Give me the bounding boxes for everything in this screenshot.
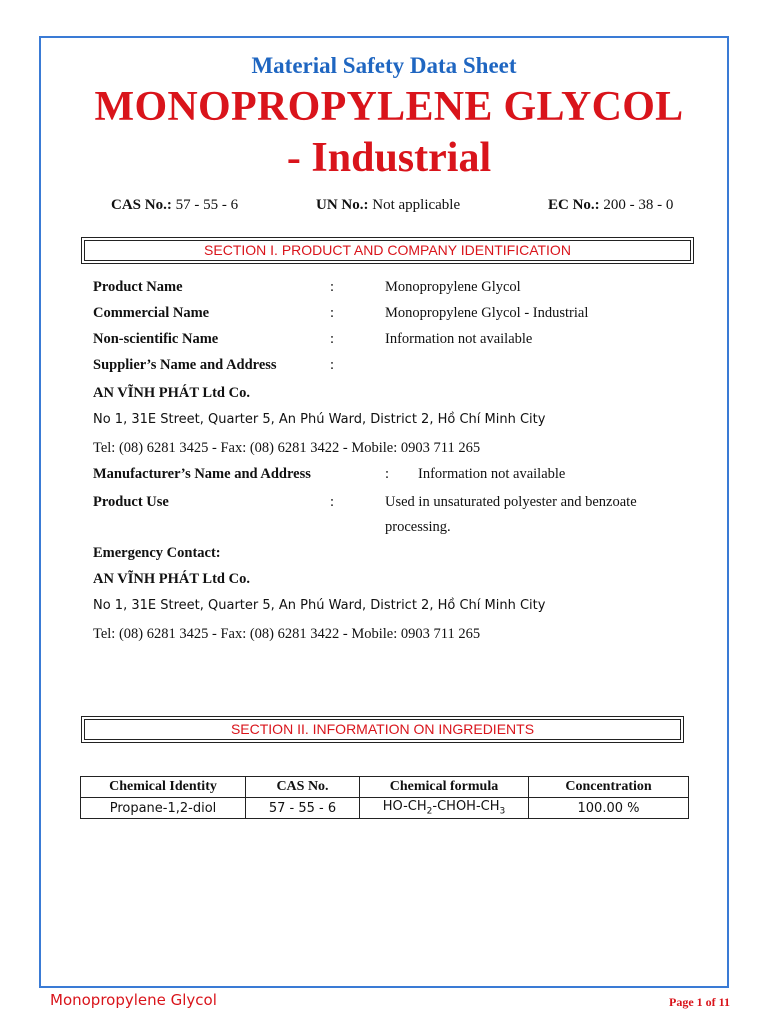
formula-subscript: 3 (499, 806, 506, 817)
manufacturer-label: Manufacturer’s Name and Address (93, 466, 311, 482)
manufacturer-value: Information not available (418, 466, 566, 482)
emergency-contact-label: Emergency Contact: (93, 545, 221, 561)
supplier-phone: Tel: (08) 6281 3425 - Fax: (08) 6281 3422 - Mobile: 0903 711 265 (93, 440, 481, 456)
table-header-row (81, 777, 689, 798)
un-number (316, 197, 460, 214)
cas-number (111, 197, 238, 214)
formula-subscript: 2 (426, 806, 433, 817)
product-use-label: Product Use (93, 494, 169, 510)
colon: : (385, 466, 390, 482)
un-label: UN No.: (316, 197, 369, 213)
supplier-company: AN VĨNH PHÁT Ltd Co. (93, 385, 250, 401)
commercial-name-label: Commercial Name (93, 305, 210, 321)
section2-header (81, 716, 684, 743)
footer-product-name: Monopropylene Glycol (50, 991, 217, 1009)
product-title-line2: - Industrial (286, 135, 492, 181)
colon: : (330, 494, 335, 510)
colon: : (330, 305, 335, 321)
product-name-value: Monopropylene Glycol (385, 279, 521, 295)
concentration-cell: 100.00 % (529, 798, 689, 819)
section1-title: SECTION I. PRODUCT AND COMPANY IDENTIFICATION (84, 240, 691, 261)
table-row (81, 798, 689, 819)
cas-label: CAS No.: (111, 197, 172, 213)
emergency-phone: Tel: (08) 6281 3425 - Fax: (08) 6281 3422 - Mobile: 0903 711 265 (93, 626, 481, 642)
formula-part: HO-CH (382, 799, 427, 815)
non-scientific-name-value: Information not available (385, 331, 533, 347)
non-scientific-name-label: Non-scientific Name (93, 331, 219, 347)
product-use-line1: Used in unsaturated polyester and benzoate (385, 494, 637, 510)
formula-part: -CHOH-CH (432, 799, 500, 815)
supplier-address: No 1, 31E Street, Quarter 5, An Phú Ward, District 2, Hồ Chí Minh City (93, 412, 546, 427)
document-type-heading: Material Safety Data Sheet (251, 53, 517, 78)
un-value: Not applicable (372, 197, 461, 213)
column-header: Chemical Identity (81, 777, 246, 798)
chemical-identity-cell: Propane-1,2-diol (81, 798, 246, 819)
section1-header (81, 237, 694, 264)
colon: : (330, 357, 335, 373)
ec-value: 200 - 38 - 0 (603, 197, 674, 213)
section2-title: SECTION II. INFORMATION ON INGREDIENTS (84, 719, 681, 740)
colon: : (330, 279, 335, 295)
footer-page-number: Page 1 of 11 (669, 995, 730, 1009)
ingredients-table (80, 776, 689, 819)
emergency-company: AN VĨNH PHÁT Ltd Co. (93, 571, 250, 587)
ec-number (548, 197, 673, 214)
supplier-label: Supplier’s Name and Address (93, 357, 277, 373)
column-header: Chemical formula (360, 777, 529, 798)
colon: : (330, 331, 335, 347)
cas-cell: 57 - 55 - 6 (246, 798, 360, 819)
product-name-label: Product Name (93, 279, 183, 295)
chemical-formula-cell (360, 798, 529, 819)
column-header: Concentration (529, 777, 689, 798)
emergency-address: No 1, 31E Street, Quarter 5, An Phú Ward, District 2, Hồ Chí Minh City (93, 598, 546, 613)
product-title-line1: MONOPROPYLENE GLYCOL (94, 84, 684, 130)
cas-value: 57 - 55 - 6 (175, 197, 239, 213)
commercial-name-value: Monopropylene Glycol - Industrial (385, 305, 589, 321)
column-header: CAS No. (246, 777, 360, 798)
ec-label: EC No.: (548, 197, 600, 213)
product-use-line2: processing. (385, 519, 451, 535)
